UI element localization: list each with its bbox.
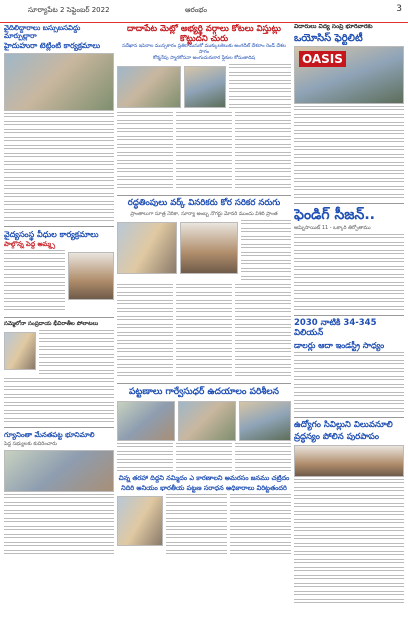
col3-headline-4: ఉద్యోగం సివిల్లుని విలువనూలి (294, 420, 393, 431)
page-number: 3 (396, 4, 402, 14)
banner-headline: దాదాపేట మెట్లో అభ్యర్థి వర్గాలు కోటలు విస్తుట్లు కొట్టుదని చురు (127, 24, 281, 44)
col3-headline-2: ఫెండిగ్ సీజన్.. (294, 207, 375, 224)
col2-photo-1 (117, 66, 181, 108)
col1-headline-2: వైద్యసంస్థ వీధుల కార్యక్రమాలు (4, 229, 99, 239)
column-center (117, 24, 291, 626)
col1-photo-3 (4, 332, 36, 370)
col1-photo-4 (4, 450, 114, 492)
col2-photo-5 (117, 401, 175, 441)
col2-headline-3b: నిదిరి అనియం భారతీయ పట్టణ సరాధన అధికారాలు విరిట్టతందరి (121, 483, 287, 492)
header-date: సూర్యాపేట 2 సెప్టెంబర్ 2022 (28, 6, 110, 14)
col3-headline-1b: ఒయోసిస్ ఫెర్టిలిటీ (294, 32, 363, 44)
col1-headline-4b: పెద్ద సభ్యులకు కుదిరించారు (4, 440, 57, 447)
col3-photo-1 (294, 46, 404, 104)
col3-headline-2-sub: ఆమ్నిసాయిట్ 11 - ఒక్కారి తిర్పోతాము (294, 225, 371, 232)
col1-photo-2 (68, 252, 114, 300)
col3-photo-2 (294, 445, 404, 477)
col1-headline-1: వైదిలిద్దారాలు బస్సుబసవిద్దు మార్పుల్లారా (4, 24, 81, 41)
col2-headline-1: రద్ధతింపులు వర్క్ వినరికరు కోర సరికర నరుగు (127, 198, 281, 208)
banner-sub-2: కోర్మనేపు స్మారకోసనా అంగుచురుకార ఫ్లేకుల కోసుతాదిష (152, 56, 256, 61)
col3-headline-3: 2030 నాటికి 34-345 విలియన్ (294, 318, 377, 339)
col1-headline-1b: హైదుహురా టెట్లింటి కార్యక్రమాలు (4, 41, 101, 51)
col2-photo-4 (180, 222, 238, 274)
col3-headline-4b: వ్రద్ధన్యం పోలిన పురపాపం (294, 431, 380, 442)
col2-photo-2 (184, 66, 226, 108)
column-right (294, 24, 404, 626)
col2-photo-6 (178, 401, 236, 441)
col3-headline-3b: డాలర్లు ఆదా ఇండస్ట్రీ సాధ్యం (294, 341, 385, 351)
oasis-logo: OASIS (299, 51, 346, 67)
banner-sub-1: సదేఖాన ఇపెరాల ముస్సకారం ప్రతిరామనుకో ముక్కులకెలుకు అంగదీల్ దేశరాం రెండ్ దేశల సాగం (122, 44, 286, 55)
col3-headline-1: విదారులు విద్య సంప్రీ భూరివారకు (294, 24, 373, 30)
col1-article-1 (4, 113, 114, 223)
col2-headline-3: చిన్న తరహా దిద్దని నమ్మిదం ఎ కారణాలని అమరసం జనము చట్రిదం (118, 474, 290, 483)
col2-headline-2: పట్టణాలు గార్వేసుధర్ ఉదయాలం పరిశీలన (129, 386, 279, 397)
col1-photo-1 (4, 53, 114, 111)
col2-photo-3 (117, 222, 177, 274)
header-name: ఆరంభం (185, 6, 208, 14)
col1-headline-4: గ్యూనింతా మేనతపట్ట భూనిమాలి (4, 430, 95, 439)
page-header (0, 0, 408, 23)
column-left (4, 24, 114, 626)
col1-headline-3: సమ్మెలోనా సంప్రదాయ భీవిరాతీల పోలాటలు (4, 321, 99, 328)
col2-photo-8 (117, 496, 163, 546)
col2-photo-7 (239, 401, 291, 441)
col2-headline-1-sub: ప్రాంతాలుగా సూత్ర నెరికా, సూర్యా అంబ్బ నొగర్టు మోనరి ముందు విశిరి ప్రాంత (130, 210, 278, 217)
col1-headline-2b: పాల్గొన్న పెద్ద అమ్మ్స (4, 239, 56, 248)
